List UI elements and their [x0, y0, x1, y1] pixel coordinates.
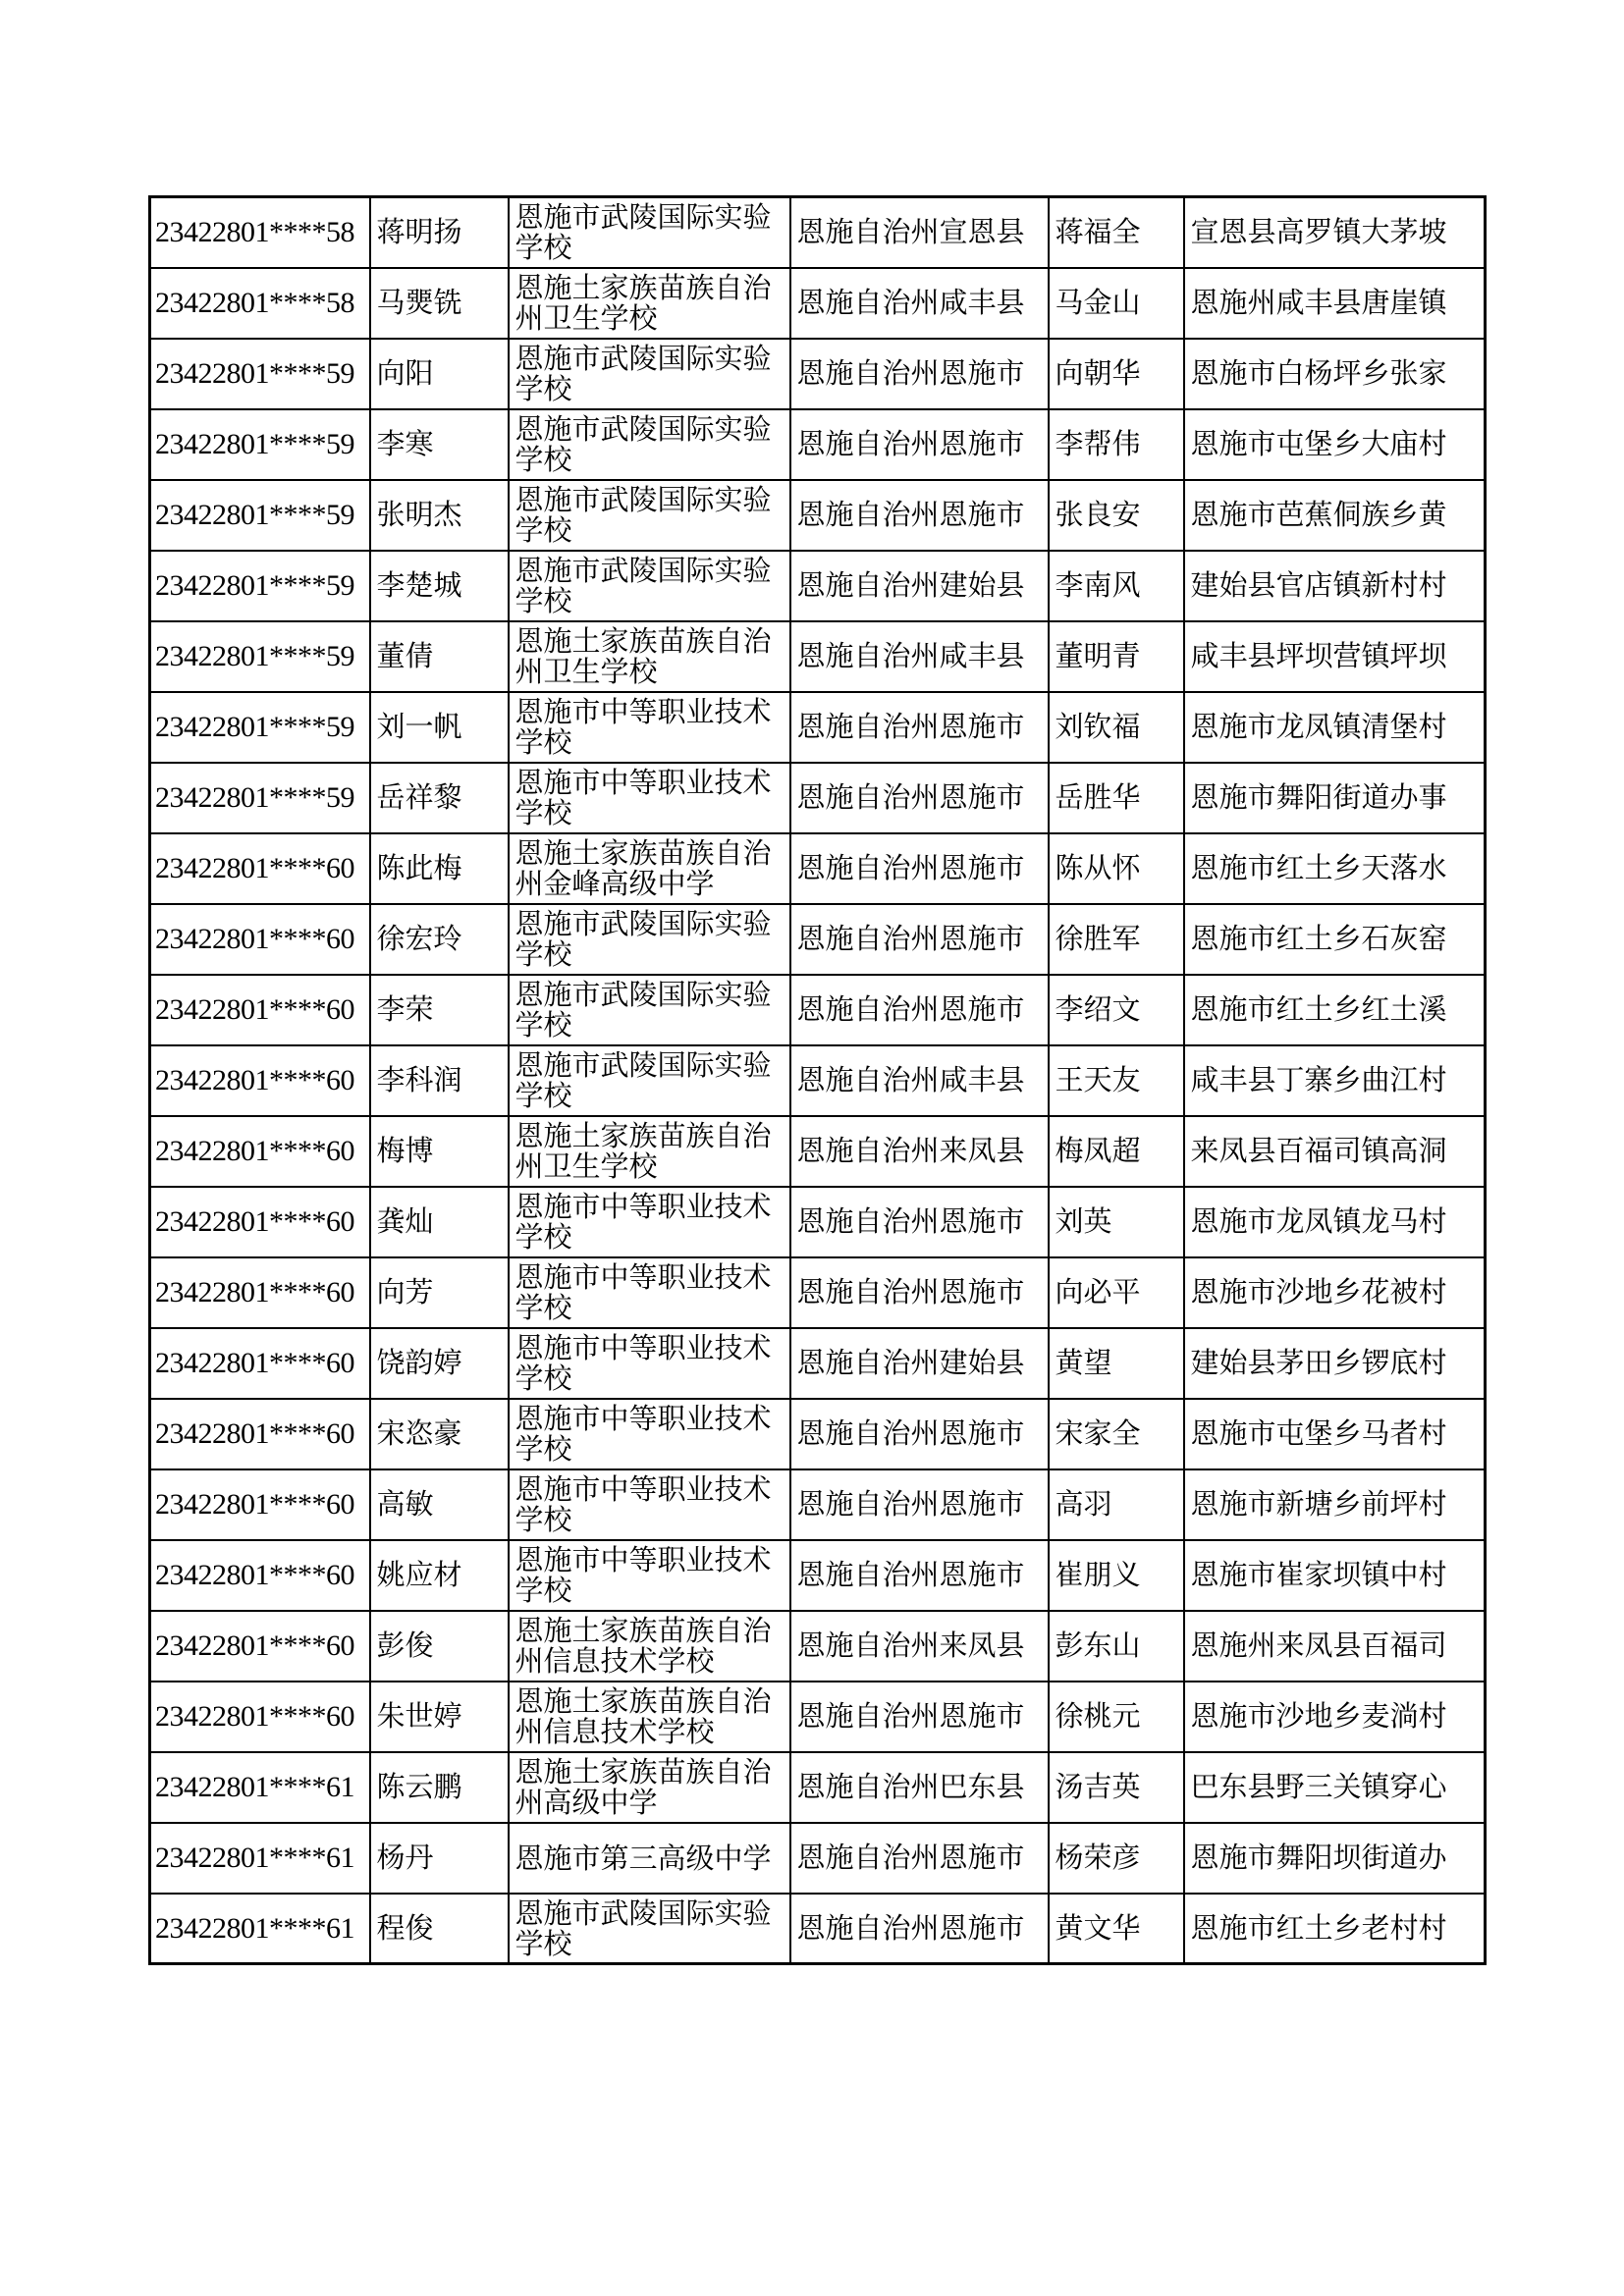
region-cell: 恩施自治州咸丰县	[790, 621, 1049, 692]
guardian-name-cell: 刘钦福	[1049, 692, 1184, 763]
region-cell: 恩施自治州恩施市	[790, 339, 1049, 409]
address-cell: 恩施市崔家坝镇中村	[1184, 1540, 1486, 1611]
address-cell: 咸丰县丁寨乡曲江村	[1184, 1045, 1486, 1116]
school-name-text: 恩施市中等职业技术学校	[514, 1404, 772, 1465]
school-cell	[509, 1399, 790, 1469]
table-row	[150, 1045, 1486, 1116]
student-name-cell: 陈此梅	[370, 833, 509, 904]
roster-table	[148, 195, 1487, 1965]
student-name-cell: 梅博	[370, 1116, 509, 1187]
student-id-cell: 23422801****60	[150, 1257, 370, 1328]
table-row	[150, 621, 1486, 692]
student-name-cell: 高敏	[370, 1469, 509, 1540]
student-name-cell: 彭俊	[370, 1611, 509, 1682]
school-cell	[509, 339, 790, 409]
student-name-cell: 徐宏玲	[370, 904, 509, 975]
region-cell: 恩施自治州恩施市	[790, 763, 1049, 833]
address-cell: 建始县茅田乡锣底村	[1184, 1328, 1486, 1399]
table-row	[150, 692, 1486, 763]
guardian-name-cell: 董明青	[1049, 621, 1184, 692]
student-name-cell: 陈云鹏	[370, 1752, 509, 1823]
table-row	[150, 1752, 1486, 1823]
student-id-cell: 23422801****60	[150, 833, 370, 904]
school-name-text: 恩施市中等职业技术学校	[514, 1474, 772, 1535]
student-id-cell: 23422801****59	[150, 339, 370, 409]
student-name-cell: 姚应材	[370, 1540, 509, 1611]
address-cell: 恩施市芭蕉侗族乡黄	[1184, 480, 1486, 551]
school-cell	[509, 1682, 790, 1752]
region-cell: 恩施自治州恩施市	[790, 480, 1049, 551]
student-id-cell: 23422801****59	[150, 409, 370, 480]
guardian-name-cell: 徐胜军	[1049, 904, 1184, 975]
student-id-cell: 23422801****60	[150, 1399, 370, 1469]
region-cell: 恩施自治州恩施市	[790, 1399, 1049, 1469]
student-name-cell: 饶韵婷	[370, 1328, 509, 1399]
address-cell: 恩施市龙凤镇清堡村	[1184, 692, 1486, 763]
school-name-text: 恩施土家族苗族自治州卫生学校	[514, 626, 772, 687]
school-name-text: 恩施市武陵国际实验学校	[514, 1050, 772, 1111]
student-id-cell: 23422801****61	[150, 1823, 370, 1894]
guardian-name-cell: 宋家全	[1049, 1399, 1184, 1469]
table-row	[150, 1187, 1486, 1257]
student-name-cell: 杨丹	[370, 1823, 509, 1894]
table-row	[150, 763, 1486, 833]
school-cell	[509, 1045, 790, 1116]
address-cell: 恩施市红土乡红土溪	[1184, 975, 1486, 1045]
region-cell: 恩施自治州恩施市	[790, 975, 1049, 1045]
student-id-cell: 23422801****60	[150, 1469, 370, 1540]
region-cell: 恩施自治州来凤县	[790, 1116, 1049, 1187]
school-name-text: 恩施土家族苗族自治州卫生学校	[514, 1121, 772, 1182]
guardian-name-cell: 崔朋义	[1049, 1540, 1184, 1611]
guardian-name-cell: 彭东山	[1049, 1611, 1184, 1682]
table-row	[150, 904, 1486, 975]
region-cell: 恩施自治州咸丰县	[790, 268, 1049, 339]
table-row	[150, 1540, 1486, 1611]
school-name-text: 恩施市武陵国际实验学校	[514, 485, 772, 546]
school-name-text: 恩施市中等职业技术学校	[514, 1262, 772, 1323]
school-name-text: 恩施市武陵国际实验学校	[514, 414, 772, 475]
address-cell: 恩施市沙地乡花被村	[1184, 1257, 1486, 1328]
school-name-text: 恩施市武陵国际实验学校	[514, 980, 772, 1041]
school-cell	[509, 763, 790, 833]
student-id-cell: 23422801****60	[150, 1540, 370, 1611]
guardian-name-cell: 汤吉英	[1049, 1752, 1184, 1823]
school-cell	[509, 1540, 790, 1611]
school-cell	[509, 692, 790, 763]
address-cell: 建始县官店镇新村村	[1184, 551, 1486, 621]
student-id-cell: 23422801****59	[150, 551, 370, 621]
table-row	[150, 1682, 1486, 1752]
student-name-cell: 李楚城	[370, 551, 509, 621]
guardian-name-cell: 李帮伟	[1049, 409, 1184, 480]
school-name-text: 恩施土家族苗族自治州信息技术学校	[514, 1686, 772, 1747]
student-id-cell: 23422801****60	[150, 1682, 370, 1752]
school-name-text: 恩施市中等职业技术学校	[514, 1545, 772, 1606]
student-name-cell: 向芳	[370, 1257, 509, 1328]
region-cell: 恩施自治州恩施市	[790, 1469, 1049, 1540]
school-cell	[509, 551, 790, 621]
guardian-name-cell: 李南风	[1049, 551, 1184, 621]
region-cell: 恩施自治州巴东县	[790, 1752, 1049, 1823]
school-cell	[509, 1257, 790, 1328]
student-id-cell: 23422801****61	[150, 1894, 370, 1964]
school-cell	[509, 1611, 790, 1682]
school-cell	[509, 1328, 790, 1399]
region-cell: 恩施自治州恩施市	[790, 1257, 1049, 1328]
table-row	[150, 975, 1486, 1045]
student-id-cell: 23422801****58	[150, 268, 370, 339]
student-id-cell: 23422801****59	[150, 692, 370, 763]
student-name-cell: 宋恣豪	[370, 1399, 509, 1469]
address-cell: 来凤县百福司镇高洞	[1184, 1116, 1486, 1187]
table-row	[150, 1894, 1486, 1964]
table-row	[150, 1611, 1486, 1682]
address-cell: 恩施市龙凤镇龙马村	[1184, 1187, 1486, 1257]
school-cell	[509, 480, 790, 551]
region-cell: 恩施自治州来凤县	[790, 1611, 1049, 1682]
guardian-name-cell: 陈从怀	[1049, 833, 1184, 904]
student-id-cell: 23422801****59	[150, 763, 370, 833]
guardian-name-cell: 岳胜华	[1049, 763, 1184, 833]
school-cell	[509, 409, 790, 480]
school-cell	[509, 268, 790, 339]
student-name-cell: 岳祥黎	[370, 763, 509, 833]
table-row	[150, 833, 1486, 904]
guardian-name-cell: 黄文华	[1049, 1894, 1184, 1964]
region-cell: 恩施自治州恩施市	[790, 409, 1049, 480]
region-cell: 恩施自治州恩施市	[790, 833, 1049, 904]
table-row	[150, 1116, 1486, 1187]
school-cell	[509, 621, 790, 692]
guardian-name-cell: 向朝华	[1049, 339, 1184, 409]
address-cell: 恩施市红土乡老村村	[1184, 1894, 1486, 1964]
guardian-name-cell: 向必平	[1049, 1257, 1184, 1328]
school-cell	[509, 1469, 790, 1540]
table-row	[150, 197, 1486, 268]
school-name-text: 恩施市中等职业技术学校	[514, 1333, 772, 1394]
table-row	[150, 409, 1486, 480]
guardian-name-cell: 黄望	[1049, 1328, 1184, 1399]
school-cell	[509, 1116, 790, 1187]
school-name-text: 恩施市武陵国际实验学校	[514, 1897, 772, 1959]
guardian-name-cell: 杨荣彦	[1049, 1823, 1184, 1894]
guardian-name-cell: 李绍文	[1049, 975, 1184, 1045]
address-cell: 宣恩县高罗镇大茅坡	[1184, 197, 1486, 268]
guardian-name-cell: 王天友	[1049, 1045, 1184, 1116]
student-name-cell: 向阳	[370, 339, 509, 409]
guardian-name-cell: 张良安	[1049, 480, 1184, 551]
region-cell: 恩施自治州恩施市	[790, 1540, 1049, 1611]
region-cell: 恩施自治州咸丰县	[790, 1045, 1049, 1116]
school-name-text: 恩施市武陵国际实验学校	[514, 202, 772, 264]
school-name-text: 恩施市中等职业技术学校	[514, 697, 772, 758]
address-cell: 恩施市屯堡乡马者村	[1184, 1399, 1486, 1469]
student-name-cell: 董倩	[370, 621, 509, 692]
student-id-cell: 23422801****60	[150, 1045, 370, 1116]
address-cell: 咸丰县坪坝营镇坪坝	[1184, 621, 1486, 692]
address-cell: 恩施市舞阳坝街道办	[1184, 1823, 1486, 1894]
student-id-cell: 23422801****60	[150, 1187, 370, 1257]
student-name-cell: 龚灿	[370, 1187, 509, 1257]
region-cell: 恩施自治州恩施市	[790, 904, 1049, 975]
guardian-name-cell: 高羽	[1049, 1469, 1184, 1540]
address-cell: 恩施州咸丰县唐崖镇	[1184, 268, 1486, 339]
student-name-cell: 蒋明扬	[370, 197, 509, 268]
school-name-text: 恩施市中等职业技术学校	[514, 768, 772, 828]
address-cell: 恩施市白杨坪乡张家	[1184, 339, 1486, 409]
student-name-cell: 马燛铣	[370, 268, 509, 339]
student-id-cell: 23422801****59	[150, 621, 370, 692]
school-name-text: 恩施市武陵国际实验学校	[514, 556, 772, 616]
school-name-text: 恩施土家族苗族自治州信息技术学校	[514, 1616, 772, 1677]
student-name-cell: 程俊	[370, 1894, 509, 1964]
table-row	[150, 1257, 1486, 1328]
school-cell	[509, 1894, 790, 1964]
student-id-cell: 23422801****60	[150, 1328, 370, 1399]
table-row	[150, 268, 1486, 339]
student-name-cell: 李荣	[370, 975, 509, 1045]
school-cell	[509, 975, 790, 1045]
address-cell: 恩施市红土乡天落水	[1184, 833, 1486, 904]
school-name-text: 恩施土家族苗族自治州高级中学	[514, 1757, 772, 1818]
school-cell	[509, 833, 790, 904]
guardian-name-cell: 梅凤超	[1049, 1116, 1184, 1187]
address-cell: 恩施州来凤县百福司	[1184, 1611, 1486, 1682]
student-id-cell: 23422801****60	[150, 904, 370, 975]
school-name-text: 恩施市中等职业技术学校	[514, 1192, 772, 1253]
region-cell: 恩施自治州恩施市	[790, 1823, 1049, 1894]
region-cell: 恩施自治州宣恩县	[790, 197, 1049, 268]
student-name-cell: 李科润	[370, 1045, 509, 1116]
region-cell: 恩施自治州恩施市	[790, 1894, 1049, 1964]
student-id-cell: 23422801****58	[150, 197, 370, 268]
school-name-text: 恩施市第三高级中学	[514, 1842, 772, 1874]
student-id-cell: 23422801****61	[150, 1752, 370, 1823]
student-name-cell: 朱世婷	[370, 1682, 509, 1752]
school-cell	[509, 1752, 790, 1823]
address-cell: 恩施市沙地乡麦淌村	[1184, 1682, 1486, 1752]
table-row	[150, 1823, 1486, 1894]
school-name-text: 恩施土家族苗族自治州卫生学校	[514, 273, 772, 334]
school-cell	[509, 904, 790, 975]
guardian-name-cell: 马金山	[1049, 268, 1184, 339]
address-cell: 恩施市红土乡石灰窑	[1184, 904, 1486, 975]
address-cell: 巴东县野三关镇穿心	[1184, 1752, 1486, 1823]
region-cell: 恩施自治州恩施市	[790, 1682, 1049, 1752]
region-cell: 恩施自治州建始县	[790, 1328, 1049, 1399]
school-name-text: 恩施土家族苗族自治州金峰高级中学	[514, 838, 772, 899]
roster-table-body	[150, 197, 1486, 1964]
student-id-cell: 23422801****60	[150, 1611, 370, 1682]
school-name-text: 恩施市武陵国际实验学校	[514, 344, 772, 404]
student-name-cell: 刘一帆	[370, 692, 509, 763]
table-row	[150, 1399, 1486, 1469]
region-cell: 恩施自治州恩施市	[790, 1187, 1049, 1257]
guardian-name-cell: 蒋福全	[1049, 197, 1184, 268]
school-cell	[509, 1187, 790, 1257]
table-row	[150, 480, 1486, 551]
student-id-cell: 23422801****60	[150, 1116, 370, 1187]
address-cell: 恩施市舞阳街道办事	[1184, 763, 1486, 833]
address-cell: 恩施市屯堡乡大庙村	[1184, 409, 1486, 480]
student-name-cell: 李寒	[370, 409, 509, 480]
student-id-cell: 23422801****59	[150, 480, 370, 551]
student-name-cell: 张明杰	[370, 480, 509, 551]
guardian-name-cell: 刘英	[1049, 1187, 1184, 1257]
school-name-text: 恩施市武陵国际实验学校	[514, 909, 772, 970]
school-cell	[509, 1823, 790, 1894]
school-cell	[509, 197, 790, 268]
table-row	[150, 551, 1486, 621]
student-id-cell: 23422801****60	[150, 975, 370, 1045]
region-cell: 恩施自治州恩施市	[790, 692, 1049, 763]
address-cell: 恩施市新塘乡前坪村	[1184, 1469, 1486, 1540]
guardian-name-cell: 徐桃元	[1049, 1682, 1184, 1752]
table-row	[150, 1328, 1486, 1399]
table-row	[150, 1469, 1486, 1540]
table-row	[150, 339, 1486, 409]
region-cell: 恩施自治州建始县	[790, 551, 1049, 621]
